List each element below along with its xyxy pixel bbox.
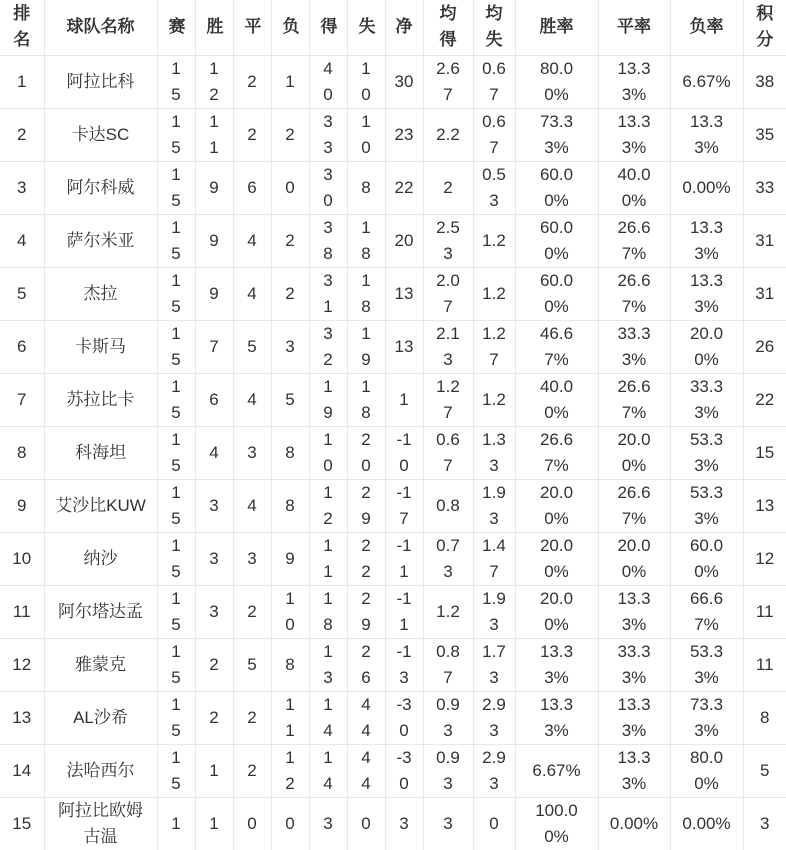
cell-avg-goals-for: 0.93 (423, 744, 473, 797)
cell-goal-diff: 13 (385, 267, 423, 320)
column-header-goals-against: 失 (347, 0, 385, 55)
cell-win-rate: 60.00% (515, 267, 598, 320)
cell-played: 15 (157, 479, 195, 532)
cell-losses: 12 (271, 744, 309, 797)
cell-points: 38 (743, 55, 786, 108)
column-header-draw-rate: 平率 (598, 0, 670, 55)
cell-draws: 3 (233, 426, 271, 479)
cell-loss-rate: 33.33% (670, 373, 743, 426)
cell-wins: 2 (195, 691, 233, 744)
table-row (0, 267, 786, 320)
cell-rank: 9 (0, 479, 44, 532)
table-row (0, 214, 786, 267)
cell-avg-goals-against: 1.93 (473, 585, 515, 638)
cell-points: 33 (743, 161, 786, 214)
cell-win-rate: 13.33% (515, 638, 598, 691)
cell-played: 15 (157, 55, 195, 108)
cell-team-name: 法哈西尔 (44, 744, 157, 797)
cell-avg-goals-for: 3 (423, 797, 473, 850)
cell-goals-for: 11 (309, 532, 347, 585)
cell-draws: 5 (233, 638, 271, 691)
cell-rank: 5 (0, 267, 44, 320)
cell-wins: 11 (195, 108, 233, 161)
cell-goals-against: 8 (347, 161, 385, 214)
table-row (0, 161, 786, 214)
cell-team-name: 阿尔科威 (44, 161, 157, 214)
cell-goals-against: 26 (347, 638, 385, 691)
table-body (0, 55, 786, 850)
cell-rank: 4 (0, 214, 44, 267)
cell-played: 15 (157, 532, 195, 585)
cell-points: 35 (743, 108, 786, 161)
cell-goal-diff: 23 (385, 108, 423, 161)
table-row (0, 691, 786, 744)
cell-draw-rate: 13.33% (598, 55, 670, 108)
cell-goals-for: 30 (309, 161, 347, 214)
cell-wins: 9 (195, 161, 233, 214)
cell-win-rate: 60.00% (515, 161, 598, 214)
table-row (0, 55, 786, 108)
cell-draw-rate: 13.33% (598, 108, 670, 161)
cell-goals-against: 19 (347, 320, 385, 373)
cell-wins: 3 (195, 532, 233, 585)
cell-rank: 10 (0, 532, 44, 585)
cell-team-name: 卡斯马 (44, 320, 157, 373)
cell-draws: 4 (233, 373, 271, 426)
cell-goal-diff: 3 (385, 797, 423, 850)
cell-rank: 3 (0, 161, 44, 214)
cell-win-rate: 26.67% (515, 426, 598, 479)
cell-goal-diff: 1 (385, 373, 423, 426)
column-header-played: 赛 (157, 0, 195, 55)
cell-loss-rate: 13.33% (670, 214, 743, 267)
cell-losses: 8 (271, 479, 309, 532)
cell-draw-rate: 26.67% (598, 373, 670, 426)
cell-goal-diff: -17 (385, 479, 423, 532)
cell-avg-goals-for: 2.67 (423, 55, 473, 108)
cell-goals-for: 32 (309, 320, 347, 373)
column-header-avg-goals-for: 均得 (423, 0, 473, 55)
column-header-draws: 平 (233, 0, 271, 55)
cell-played: 15 (157, 108, 195, 161)
cell-rank: 1 (0, 55, 44, 108)
cell-avg-goals-for: 2.2 (423, 108, 473, 161)
cell-draws: 3 (233, 532, 271, 585)
cell-goals-against: 44 (347, 691, 385, 744)
table-row (0, 797, 786, 850)
cell-goal-diff: -30 (385, 691, 423, 744)
table-header (0, 0, 786, 55)
cell-win-rate: 20.00% (515, 585, 598, 638)
cell-goals-for: 14 (309, 744, 347, 797)
cell-rank: 8 (0, 426, 44, 479)
cell-team-name: 雅蒙克 (44, 638, 157, 691)
cell-goal-diff: -13 (385, 638, 423, 691)
column-header-win-rate: 胜率 (515, 0, 598, 55)
cell-points: 5 (743, 744, 786, 797)
cell-draw-rate: 26.67% (598, 479, 670, 532)
cell-avg-goals-for: 0.73 (423, 532, 473, 585)
cell-draw-rate: 26.67% (598, 267, 670, 320)
cell-points: 15 (743, 426, 786, 479)
cell-team-name: 阿拉比欧姆古温 (44, 797, 157, 850)
cell-goals-for: 3 (309, 797, 347, 850)
cell-draws: 6 (233, 161, 271, 214)
column-header-losses: 负 (271, 0, 309, 55)
cell-losses: 2 (271, 214, 309, 267)
cell-wins: 3 (195, 479, 233, 532)
cell-played: 15 (157, 320, 195, 373)
cell-win-rate: 46.67% (515, 320, 598, 373)
cell-draw-rate: 33.33% (598, 320, 670, 373)
cell-rank: 6 (0, 320, 44, 373)
cell-avg-goals-against: 2.93 (473, 744, 515, 797)
cell-rank: 13 (0, 691, 44, 744)
cell-losses: 8 (271, 426, 309, 479)
cell-win-rate: 13.33% (515, 691, 598, 744)
cell-avg-goals-against: 1.27 (473, 320, 515, 373)
cell-played: 15 (157, 426, 195, 479)
table-row (0, 479, 786, 532)
cell-loss-rate: 0.00% (670, 797, 743, 850)
cell-points: 26 (743, 320, 786, 373)
cell-win-rate: 73.33% (515, 108, 598, 161)
cell-draws: 4 (233, 267, 271, 320)
cell-draw-rate: 0.00% (598, 797, 670, 850)
cell-team-name: 阿尔塔达孟 (44, 585, 157, 638)
cell-draw-rate: 40.00% (598, 161, 670, 214)
cell-wins: 1 (195, 744, 233, 797)
cell-goals-against: 29 (347, 479, 385, 532)
cell-rank: 11 (0, 585, 44, 638)
cell-avg-goals-against: 1.47 (473, 532, 515, 585)
cell-avg-goals-for: 2.07 (423, 267, 473, 320)
table-row (0, 638, 786, 691)
cell-draw-rate: 20.00% (598, 532, 670, 585)
cell-avg-goals-against: 1.73 (473, 638, 515, 691)
cell-goals-against: 10 (347, 108, 385, 161)
cell-wins: 6 (195, 373, 233, 426)
cell-goal-diff: -30 (385, 744, 423, 797)
cell-draws: 5 (233, 320, 271, 373)
cell-rank: 2 (0, 108, 44, 161)
cell-goals-for: 12 (309, 479, 347, 532)
cell-goals-against: 29 (347, 585, 385, 638)
cell-goals-against: 18 (347, 214, 385, 267)
cell-draws: 2 (233, 55, 271, 108)
cell-loss-rate: 60.00% (670, 532, 743, 585)
cell-draw-rate: 20.00% (598, 426, 670, 479)
cell-goals-for: 31 (309, 267, 347, 320)
cell-goals-for: 38 (309, 214, 347, 267)
cell-avg-goals-for: 1.27 (423, 373, 473, 426)
cell-win-rate: 100.00% (515, 797, 598, 850)
cell-losses: 5 (271, 373, 309, 426)
cell-points: 31 (743, 214, 786, 267)
cell-draws: 0 (233, 797, 271, 850)
cell-loss-rate: 80.00% (670, 744, 743, 797)
cell-goals-for: 40 (309, 55, 347, 108)
cell-points: 11 (743, 638, 786, 691)
cell-loss-rate: 13.33% (670, 108, 743, 161)
cell-played: 1 (157, 797, 195, 850)
cell-losses: 0 (271, 797, 309, 850)
cell-draws: 2 (233, 585, 271, 638)
cell-points: 22 (743, 373, 786, 426)
cell-avg-goals-against: 1.2 (473, 373, 515, 426)
cell-win-rate: 20.00% (515, 532, 598, 585)
cell-goal-diff: -11 (385, 532, 423, 585)
table-row (0, 532, 786, 585)
cell-goal-diff: 13 (385, 320, 423, 373)
cell-wins: 2 (195, 638, 233, 691)
cell-team-name: 萨尔米亚 (44, 214, 157, 267)
cell-avg-goals-for: 1.2 (423, 585, 473, 638)
cell-team-name: 科海坦 (44, 426, 157, 479)
cell-loss-rate: 53.33% (670, 479, 743, 532)
cell-losses: 11 (271, 691, 309, 744)
cell-avg-goals-against: 1.33 (473, 426, 515, 479)
column-header-avg-goals-against: 均失 (473, 0, 515, 55)
cell-losses: 2 (271, 267, 309, 320)
cell-goals-against: 18 (347, 373, 385, 426)
cell-rank: 14 (0, 744, 44, 797)
cell-avg-goals-for: 0.93 (423, 691, 473, 744)
cell-avg-goals-against: 1.93 (473, 479, 515, 532)
cell-draw-rate: 13.33% (598, 744, 670, 797)
cell-avg-goals-against: 0 (473, 797, 515, 850)
cell-played: 15 (157, 744, 195, 797)
cell-win-rate: 6.67% (515, 744, 598, 797)
table-row (0, 373, 786, 426)
cell-played: 15 (157, 161, 195, 214)
cell-draws: 4 (233, 479, 271, 532)
cell-draws: 2 (233, 744, 271, 797)
column-header-points: 积分 (743, 0, 786, 55)
cell-team-name: 卡达SC (44, 108, 157, 161)
column-header-goal-diff: 净 (385, 0, 423, 55)
cell-avg-goals-against: 1.2 (473, 214, 515, 267)
cell-wins: 9 (195, 214, 233, 267)
cell-rank: 12 (0, 638, 44, 691)
cell-avg-goals-against: 1.2 (473, 267, 515, 320)
cell-loss-rate: 73.33% (670, 691, 743, 744)
cell-loss-rate: 20.00% (670, 320, 743, 373)
cell-goals-against: 18 (347, 267, 385, 320)
cell-losses: 9 (271, 532, 309, 585)
cell-played: 15 (157, 691, 195, 744)
table-row (0, 426, 786, 479)
cell-goals-for: 10 (309, 426, 347, 479)
header-row (0, 0, 786, 55)
cell-losses: 3 (271, 320, 309, 373)
cell-losses: 2 (271, 108, 309, 161)
column-header-goals-for: 得 (309, 0, 347, 55)
cell-played: 15 (157, 214, 195, 267)
table-row (0, 320, 786, 373)
cell-goals-for: 18 (309, 585, 347, 638)
cell-team-name: 杰拉 (44, 267, 157, 320)
cell-avg-goals-against: 2.93 (473, 691, 515, 744)
cell-loss-rate: 66.67% (670, 585, 743, 638)
cell-goal-diff: 22 (385, 161, 423, 214)
cell-team-name: 艾沙比KUW (44, 479, 157, 532)
cell-wins: 3 (195, 585, 233, 638)
cell-goals-for: 19 (309, 373, 347, 426)
cell-draws: 4 (233, 214, 271, 267)
cell-avg-goals-for: 2 (423, 161, 473, 214)
column-header-team-name: 球队名称 (44, 0, 157, 55)
cell-loss-rate: 53.33% (670, 638, 743, 691)
cell-played: 15 (157, 373, 195, 426)
cell-draw-rate: 13.33% (598, 691, 670, 744)
cell-avg-goals-against: 0.53 (473, 161, 515, 214)
cell-goal-diff: 30 (385, 55, 423, 108)
cell-avg-goals-for: 0.8 (423, 479, 473, 532)
cell-goals-against: 22 (347, 532, 385, 585)
cell-goal-diff: -11 (385, 585, 423, 638)
cell-points: 31 (743, 267, 786, 320)
cell-goals-for: 13 (309, 638, 347, 691)
cell-goals-for: 33 (309, 108, 347, 161)
cell-points: 13 (743, 479, 786, 532)
cell-losses: 8 (271, 638, 309, 691)
cell-avg-goals-for: 2.13 (423, 320, 473, 373)
cell-goals-against: 44 (347, 744, 385, 797)
cell-team-name: 纳沙 (44, 532, 157, 585)
cell-win-rate: 80.00% (515, 55, 598, 108)
cell-loss-rate: 0.00% (670, 161, 743, 214)
cell-wins: 4 (195, 426, 233, 479)
cell-team-name: 苏拉比卡 (44, 373, 157, 426)
cell-avg-goals-for: 2.53 (423, 214, 473, 267)
cell-loss-rate: 6.67% (670, 55, 743, 108)
cell-win-rate: 60.00% (515, 214, 598, 267)
cell-losses: 0 (271, 161, 309, 214)
cell-wins: 9 (195, 267, 233, 320)
cell-goal-diff: -10 (385, 426, 423, 479)
cell-goals-against: 10 (347, 55, 385, 108)
cell-wins: 1 (195, 797, 233, 850)
cell-win-rate: 40.00% (515, 373, 598, 426)
cell-loss-rate: 13.33% (670, 267, 743, 320)
cell-wins: 12 (195, 55, 233, 108)
cell-avg-goals-against: 0.67 (473, 108, 515, 161)
cell-goals-for: 14 (309, 691, 347, 744)
cell-avg-goals-for: 0.87 (423, 638, 473, 691)
cell-rank: 15 (0, 797, 44, 850)
table-row (0, 108, 786, 161)
cell-losses: 1 (271, 55, 309, 108)
cell-losses: 10 (271, 585, 309, 638)
table-row (0, 585, 786, 638)
cell-win-rate: 20.00% (515, 479, 598, 532)
column-header-wins: 胜 (195, 0, 233, 55)
cell-points: 11 (743, 585, 786, 638)
cell-played: 15 (157, 585, 195, 638)
cell-avg-goals-against: 0.67 (473, 55, 515, 108)
table-row (0, 744, 786, 797)
cell-played: 15 (157, 638, 195, 691)
cell-team-name: 阿拉比科 (44, 55, 157, 108)
column-header-loss-rate: 负率 (670, 0, 743, 55)
cell-loss-rate: 53.33% (670, 426, 743, 479)
cell-avg-goals-for: 0.67 (423, 426, 473, 479)
column-header-rank: 排名 (0, 0, 44, 55)
cell-rank: 7 (0, 373, 44, 426)
cell-team-name: AL沙希 (44, 691, 157, 744)
cell-points: 8 (743, 691, 786, 744)
cell-played: 15 (157, 267, 195, 320)
cell-wins: 7 (195, 320, 233, 373)
cell-points: 3 (743, 797, 786, 850)
cell-draw-rate: 33.33% (598, 638, 670, 691)
cell-points: 12 (743, 532, 786, 585)
cell-draws: 2 (233, 108, 271, 161)
cell-draws: 2 (233, 691, 271, 744)
cell-goal-diff: 20 (385, 214, 423, 267)
cell-draw-rate: 26.67% (598, 214, 670, 267)
cell-goals-against: 20 (347, 426, 385, 479)
cell-draw-rate: 13.33% (598, 585, 670, 638)
cell-goals-against: 0 (347, 797, 385, 850)
